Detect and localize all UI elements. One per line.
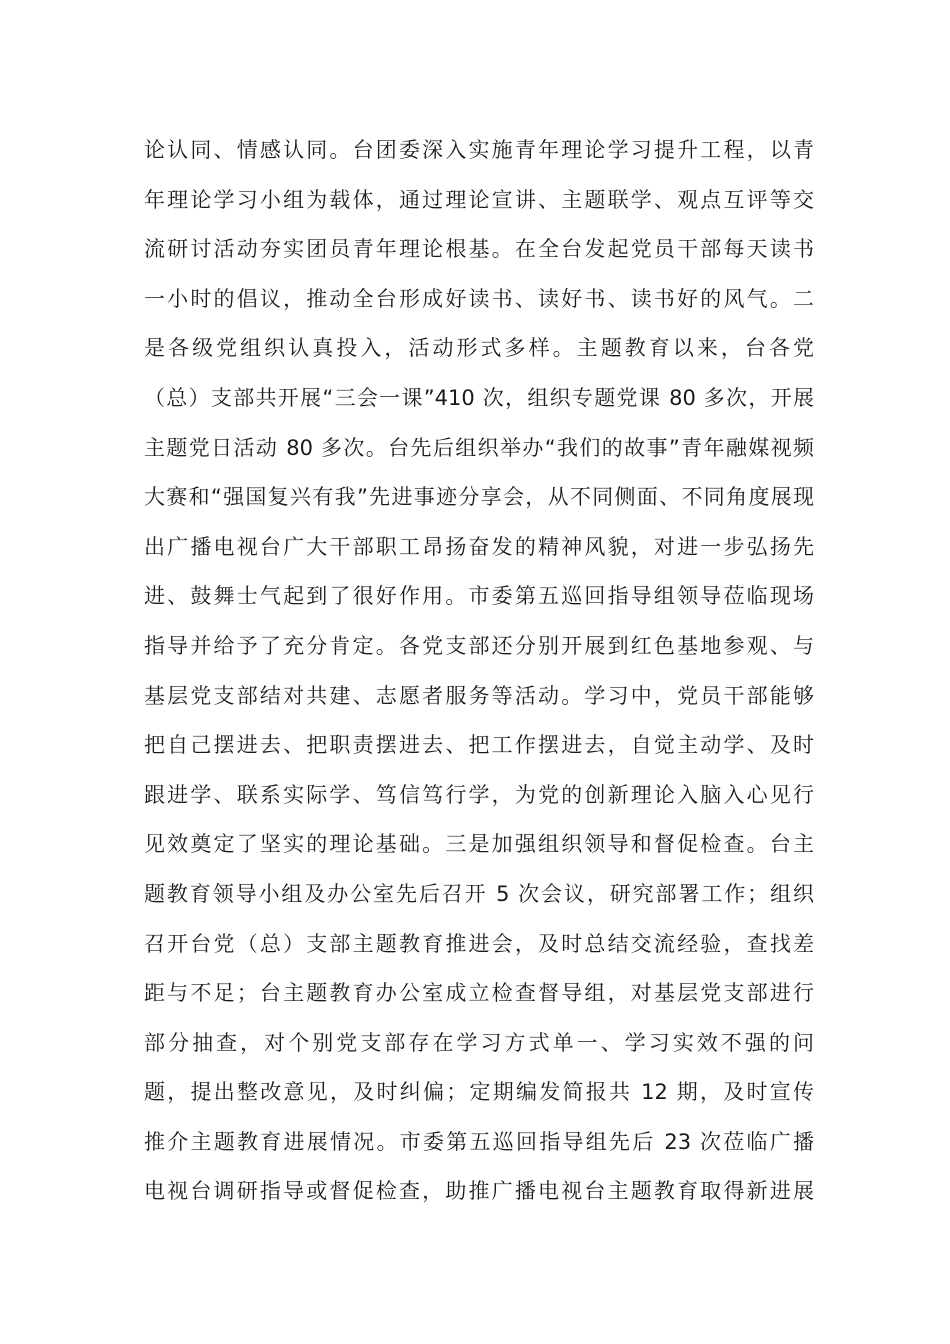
text-line: 距与不足；台主题教育办公室成立检查督导组，对基层党支部进行	[144, 981, 814, 1006]
text-line: 年理论学习小组为载体，通过理论宣讲、主题联学、观点互评等交	[144, 187, 814, 212]
text-line: 基层党支部结对共建、志愿者服务等活动。学习中，党员干部能够	[144, 683, 814, 708]
body-text	[144, 126, 814, 1217]
text-line: 召开台党（总）支部主题教育推进会，及时总结交流经验，查找差	[144, 931, 814, 956]
text-line: 电视台调研指导或督促检查，助推广播电视台主题教育取得新进展	[144, 1179, 814, 1204]
text-line: 题，提出整改意见，及时纠偏；定期编发简报共 12 期，及时宣传	[144, 1080, 814, 1105]
text-line: 流研讨活动夯实团员青年理论根基。在全台发起党员干部每天读书	[144, 237, 814, 262]
text-line: 指导并给予了充分肯定。各党支部还分别开展到红色基地参观、与	[144, 633, 814, 658]
text-line: 进、鼓舞士气起到了很好作用。市委第五巡回指导组领导莅临现场	[144, 584, 814, 609]
text-line: 是各级党组织认真投入，活动形式多样。主题教育以来，台各党	[144, 336, 814, 361]
text-line: 把自己摆进去、把职责摆进去、把工作摆进去，自觉主动学、及时	[144, 733, 814, 758]
text-line: （总）支部共开展“三会一课”410 次，组织专题党课 80 多次，开展	[144, 385, 814, 410]
text-line: 主题党日活动 80 多次。台先后组织举办“我们的故事”青年融媒视频	[144, 435, 814, 460]
text-line: 部分抽查，对个别党支部存在学习方式单一、学习实效不强的问	[144, 1030, 814, 1055]
text-line: 出广播电视台广大干部职工昂扬奋发的精神风貌，对进一步弘扬先	[144, 534, 814, 559]
text-line: 跟进学、联系实际学、笃信笃行学，为党的创新理论入脑入心见行	[144, 782, 814, 807]
text-line: 推介主题教育进展情况。市委第五巡回指导组先后 23 次莅临广播	[144, 1129, 814, 1154]
text-line: 见效奠定了坚实的理论基础。三是加强组织领导和督促检查。台主	[144, 832, 814, 857]
text-line: 题教育领导小组及办公室先后召开 5 次会议，研究部署工作；组织	[144, 881, 814, 906]
text-line: 大赛和“强国复兴有我”先进事迹分享会，从不同侧面、不同角度展现	[144, 485, 814, 510]
text-line: 一小时的倡议，推动全台形成好读书、读好书、读书好的风气。二	[144, 286, 814, 311]
text-line: 论认同、情感认同。台团委深入实施青年理论学习提升工程，以青	[144, 138, 814, 162]
